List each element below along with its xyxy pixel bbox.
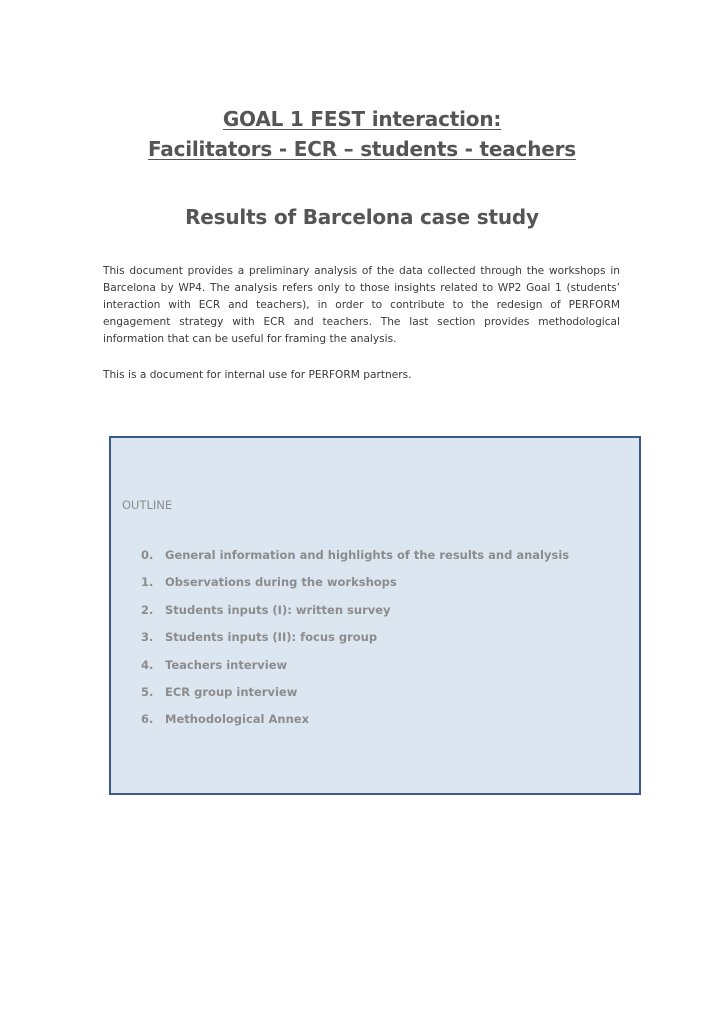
outline-item [141,575,569,602]
outline-item-number: 3. [141,630,154,645]
outline-item-label: Teachers interview [165,657,288,672]
outline-item-label: ECR group interview [165,684,298,699]
outline-item-number: 5. [141,684,154,699]
outline-item [141,603,569,630]
document-subtitle: Results of Barcelona case study [185,205,539,229]
outline-item-number: 6. [141,712,154,727]
title-line-2: Facilitators - ECR – students - teachers [148,137,576,161]
outline-item-label: General information and highlights of the results and analysis [165,548,570,562]
outline-item-label: Methodological Annex [165,712,309,727]
outline-item-label: Observations during the workshops [165,575,397,590]
outline-item [141,630,569,657]
outline-item-label: Students inputs (I): written survey [165,602,391,617]
internal-use-note: This is a document for internal use for PERFORM partners. [103,369,412,381]
outline-box [109,436,641,795]
outline-item-number: 1. [141,575,154,590]
outline-item-number: 4. [141,657,154,672]
outline-item [141,685,569,712]
outline-item-number: 2. [141,602,154,617]
outline-item [141,712,569,739]
outline-item [141,658,569,685]
document-title [0,104,724,164]
title-line-1: GOAL 1 FEST interaction: [222,107,502,131]
outline-item-label: Students inputs (II): focus group [165,630,378,645]
outline-item-number: 0. [141,548,154,562]
outline-list [141,548,569,740]
outline-heading: OUTLINE [122,498,173,512]
outline-item [141,548,569,575]
intro-paragraph: This document provides a preliminary analysis of the data collected through the workshops in Barcelona by WP4. The analysis refers only to those insights related to WP2 Goal 1 (students’ interaction with ECR and teachers), in order to contribute to the redesign of PERFORM engagement strategy with ECR and teachers. The last section provides methodological information that can be useful for framing the analysis. [103,265,620,345]
